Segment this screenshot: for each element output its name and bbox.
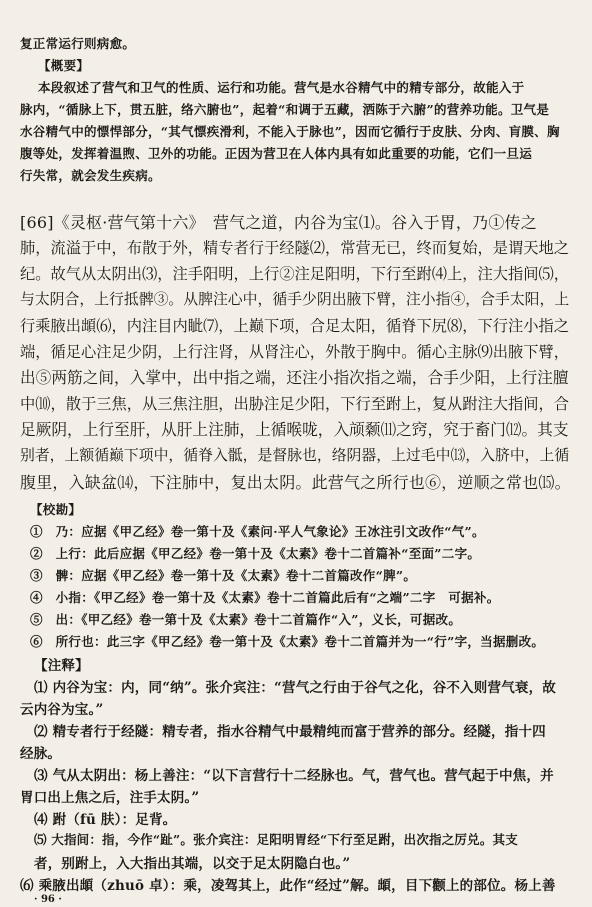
main-text-line: 端，循足心注足少阴，上行注肾，从肾注心，外散于胸中。循心主脉⑼出腋下臂，: [20, 343, 569, 361]
main-text-line: 出⑤两筋之间，入掌中，出中指之端，还注小指次指之端，合手少阳，上行注膻: [20, 368, 569, 387]
collation-item: ⑤ 出：《甲乙经》卷一第十及《太素》卷十二首篇作“入”，义长，可据改。: [30, 612, 462, 627]
intro-line: 复正常运行则病愈。: [20, 36, 136, 51]
section-heading: 【概要】: [38, 58, 90, 73]
main-text-line: 中⑽，散于三焦，从三焦注胆，出胁注足少阳，下行至跗上，复从跗注大指间，合: [20, 395, 569, 413]
collation-item: ③ 髀：应据《甲乙经》卷一第十及《太素》卷十二首篇改作“脾”。: [30, 568, 417, 583]
intro-line: 水谷精气中的慓悍部分，“其气慓疾滑利，不能入于脉也”，因而它循行于皮肤、分肉、肓膜、胸: [20, 124, 560, 139]
collation-item: ④ 小指：《甲乙经》卷一第十及《太素》卷十二首篇此后有“之端”二字 可据补。: [30, 590, 500, 605]
note-line: ⑷ 跗（fū 肤）：足背。: [34, 812, 177, 828]
main-text-line: [66]《灵枢·营气第十六》 营气之道，内谷为宝⑴。谷入于胃，乃①传之: [20, 213, 537, 232]
note-line: 经脉。: [20, 746, 62, 762]
collation-item: ⑥ 所行也：此三字《甲乙经》卷一第十及《太素》卷十二首篇并为一“行”字，当据删改。: [30, 634, 545, 649]
section-heading: 【校勘】: [30, 502, 82, 517]
intro-line: 腹等处，发挥着温煦、卫外的功能。正因为营卫在人体内具有如此重要的功能，它们一旦运: [20, 146, 533, 161]
section-heading: 【注释】: [34, 658, 89, 674]
collation-item: ① 乃：应据《甲乙经》卷一第十及《素问·平人气象论》王冰注引文改作“气”。: [30, 524, 485, 539]
intro-line: 行失常，就会发生疾病。: [20, 168, 161, 183]
main-text-line: 纪。故气从太阴出⑶，注手阳明，上行②注足阳明，下行至跗⑷上，注大指间⑸，: [20, 265, 569, 283]
main-text-line: 足厥阴，上行至肝，从肝上注肺，上循喉咙，入颃颡⑾之窍，究于畜门⑿。其支: [20, 420, 569, 439]
note-line: 云内谷为宝。”: [20, 702, 104, 718]
note-line: ⑵ 精专者行于经隧：精专者，指水谷精气中最精纯而富于营养的部分。经隧，指十四: [34, 724, 546, 740]
main-text-line: 与太阴合，上行抵髀③。从脾注心中，循手少阴出腋下臂，注小指④，合手太阳，上: [20, 290, 570, 308]
note-line: ⑴ 内谷为宝：内，同“纳”。张介宾注：“营气之行由于谷气之化，谷不入则营气衰，故: [34, 680, 556, 696]
note-line: ⑸ 大指间：指，今作“趾”。张介宾注：足阳明胃经“下行至足跗，出次指之厉兑。其支: [34, 832, 518, 847]
intro-line: 本段叙述了营气和卫气的性质、运行和功能。营气是水谷精气中的精专部分，故能入于: [38, 80, 525, 95]
note-line: 者，别跗上，入大指出其端，以交于足太阴隐白也。”: [34, 856, 351, 872]
page-number: · 96 ·: [34, 894, 62, 905]
intro-line: 脉内，“循脉上下，贯五脏，络六腑也”，起着“和调于五藏，洒陈于六腑”的营养功能。卫气是: [20, 102, 550, 117]
main-text-line: 行乘腋出䪼⑹，内注目内眦⑺，上巅下项，合足太阳，循脊下尻⑻，下行注小指之: [20, 317, 569, 335]
main-text-line: 肺，流溢于中，布散于外，精专者行于经隧⑵，常营无已，终而复始，是谓天地之: [20, 239, 569, 257]
note-line: 胃口出上焦之后，注手太阴。”: [20, 790, 200, 806]
note-line: ⑶ 气从太阴出：杨上善注：“以下言营行十二经脉也。气，营气也。营气起于中焦，并: [34, 768, 554, 784]
main-text-line: 别者，上额循巅下项中，循脊入骶，是督脉也，络阴器，上过毛中⒀，入脐中，上循: [20, 446, 570, 464]
main-text-line: 腹里，入缺盆⒁，下注肺中，复出太阴。此营气之所行也⑥，逆顺之常也⒂。: [20, 473, 571, 492]
note-line: ⑹ 乘腋出䪼（zhuō 卓）：乘，凌驾其上，此作“经过”解。䪼，目下颧上的部位。杨上善: [20, 878, 556, 894]
collation-item: ② 上行：此后应据《甲乙经》卷一第十及《太素》卷十二首篇补“至面”二字。: [30, 546, 481, 561]
